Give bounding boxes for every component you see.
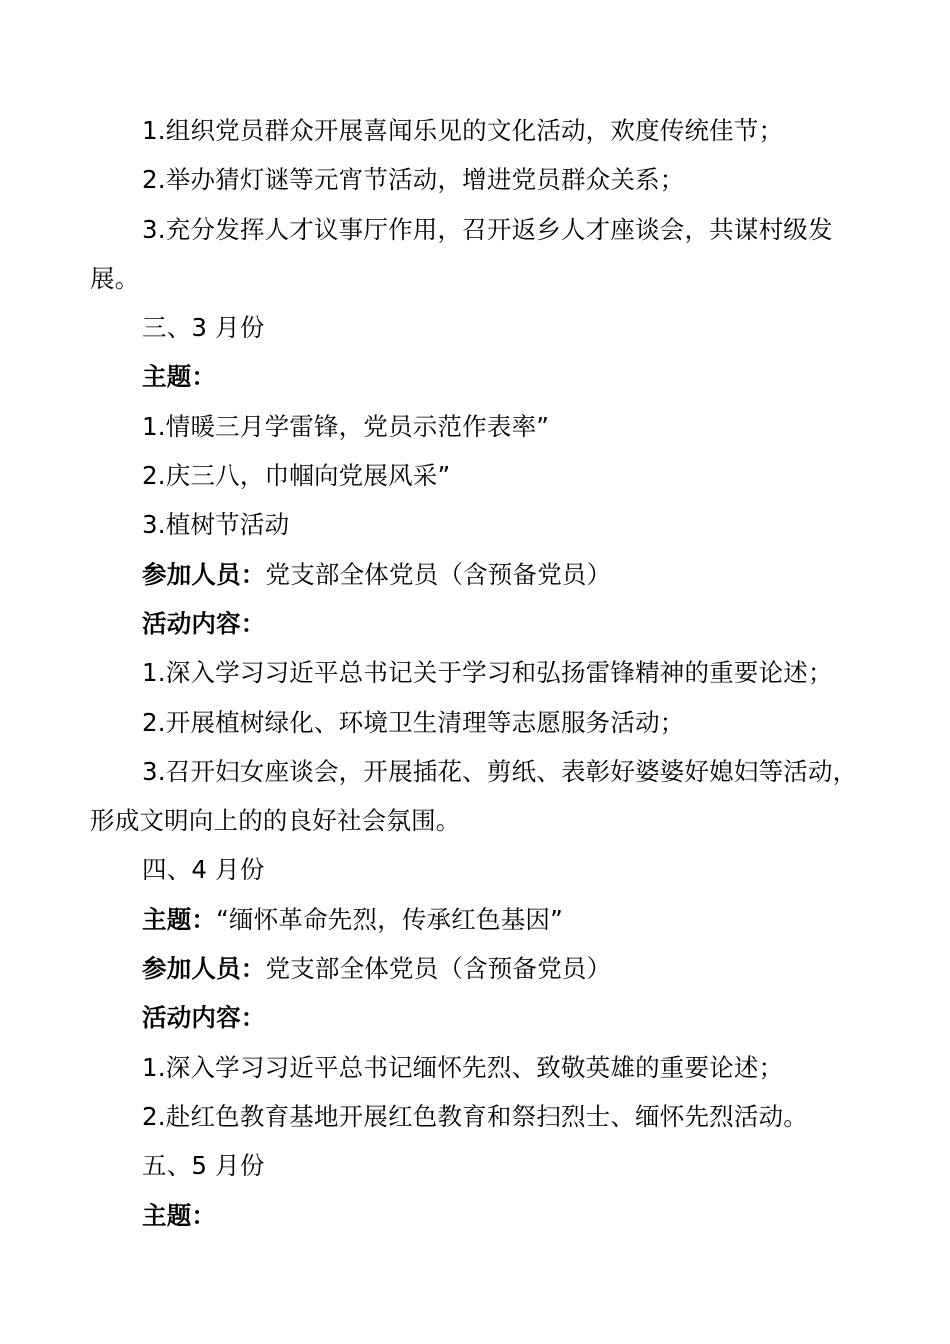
theme-line-march xyxy=(90,352,880,401)
theme-label: 主题： xyxy=(142,904,217,934)
activity-content-label: 活动内容： xyxy=(142,608,266,638)
document-body xyxy=(90,106,880,1240)
paragraph-text: 2.赴红色教育基地开展红色教育和祭扫烈士、缅怀先烈活动。 xyxy=(142,1101,808,1131)
section-heading-april xyxy=(90,845,880,894)
participants-label: 参加人员： xyxy=(142,954,266,984)
theme-line-april xyxy=(90,895,880,944)
theme-label: 主题： xyxy=(142,362,217,392)
paragraph-text: 3.植树节活动 xyxy=(142,510,290,540)
april-activity-2 xyxy=(90,1092,880,1141)
march-activity-3 xyxy=(90,747,880,846)
paragraph-text: 1.深入学习习近平总书记缅怀先烈、致敬英雄的重要论述； xyxy=(142,1052,784,1082)
section-heading-text: 三、3 月份 xyxy=(142,313,265,343)
paragraph-text: 1.组织党员群众开展喜闻乐见的文化活动，欢度传统佳节； xyxy=(142,116,784,145)
paragraph-text: 3.充分发挥人才议事厅作用，召开返乡人才座谈会，共谋村级发展。 xyxy=(90,214,833,293)
paragraph-text: 2.开展植树绿化、环境卫生清理等志愿服务活动； xyxy=(142,707,685,737)
theme-item-1 xyxy=(90,402,880,451)
paragraph-text: 2.举办猜灯谜等元宵节活动，增进党员群众关系； xyxy=(142,165,685,195)
activity-content-line-march xyxy=(90,599,880,648)
theme-text: “缅怀革命先烈，传承红色基因” xyxy=(216,904,563,934)
section-heading-march xyxy=(90,303,880,352)
theme-item-3 xyxy=(90,500,880,549)
theme-label: 主题： xyxy=(142,1200,217,1230)
march-activity-1 xyxy=(90,648,880,697)
theme-line-may xyxy=(90,1191,880,1240)
participants-text: 党支部全体党员（含预备党员） xyxy=(265,559,612,589)
section-heading-text: 四、4 月份 xyxy=(142,855,265,885)
activity-content-label: 活动内容： xyxy=(142,1003,266,1033)
section-heading-text: 五、5 月份 xyxy=(142,1151,265,1181)
paragraph-feb-item-2 xyxy=(90,155,880,204)
paragraph-text: 1.情暖三月学雷锋，党员示范作表率” xyxy=(142,411,550,441)
participants-line-march xyxy=(90,550,880,599)
participants-label: 参加人员： xyxy=(142,559,266,589)
april-activity-1 xyxy=(90,1043,880,1092)
paragraph-text: 1.深入学习习近平总书记关于学习和弘扬雷锋精神的重要论述； xyxy=(142,658,833,688)
paragraph-feb-item-1 xyxy=(90,106,880,155)
paragraph-feb-item-3 xyxy=(90,205,880,304)
paragraph-text: 2.庆三八，巾帼向党展风采” xyxy=(142,461,451,491)
activity-content-line-april xyxy=(90,993,880,1042)
paragraph-text: 3.召开妇女座谈会，开展插花、剪纸、表彰好婆婆好媳妇等活动，形成文明向上的的良好社会氛围。 xyxy=(90,756,858,836)
participants-line-april xyxy=(90,944,880,993)
march-activity-2 xyxy=(90,698,880,747)
participants-text: 党支部全体党员（含预备党员） xyxy=(265,954,612,984)
section-heading-may xyxy=(90,1141,880,1190)
theme-item-2 xyxy=(90,451,880,500)
